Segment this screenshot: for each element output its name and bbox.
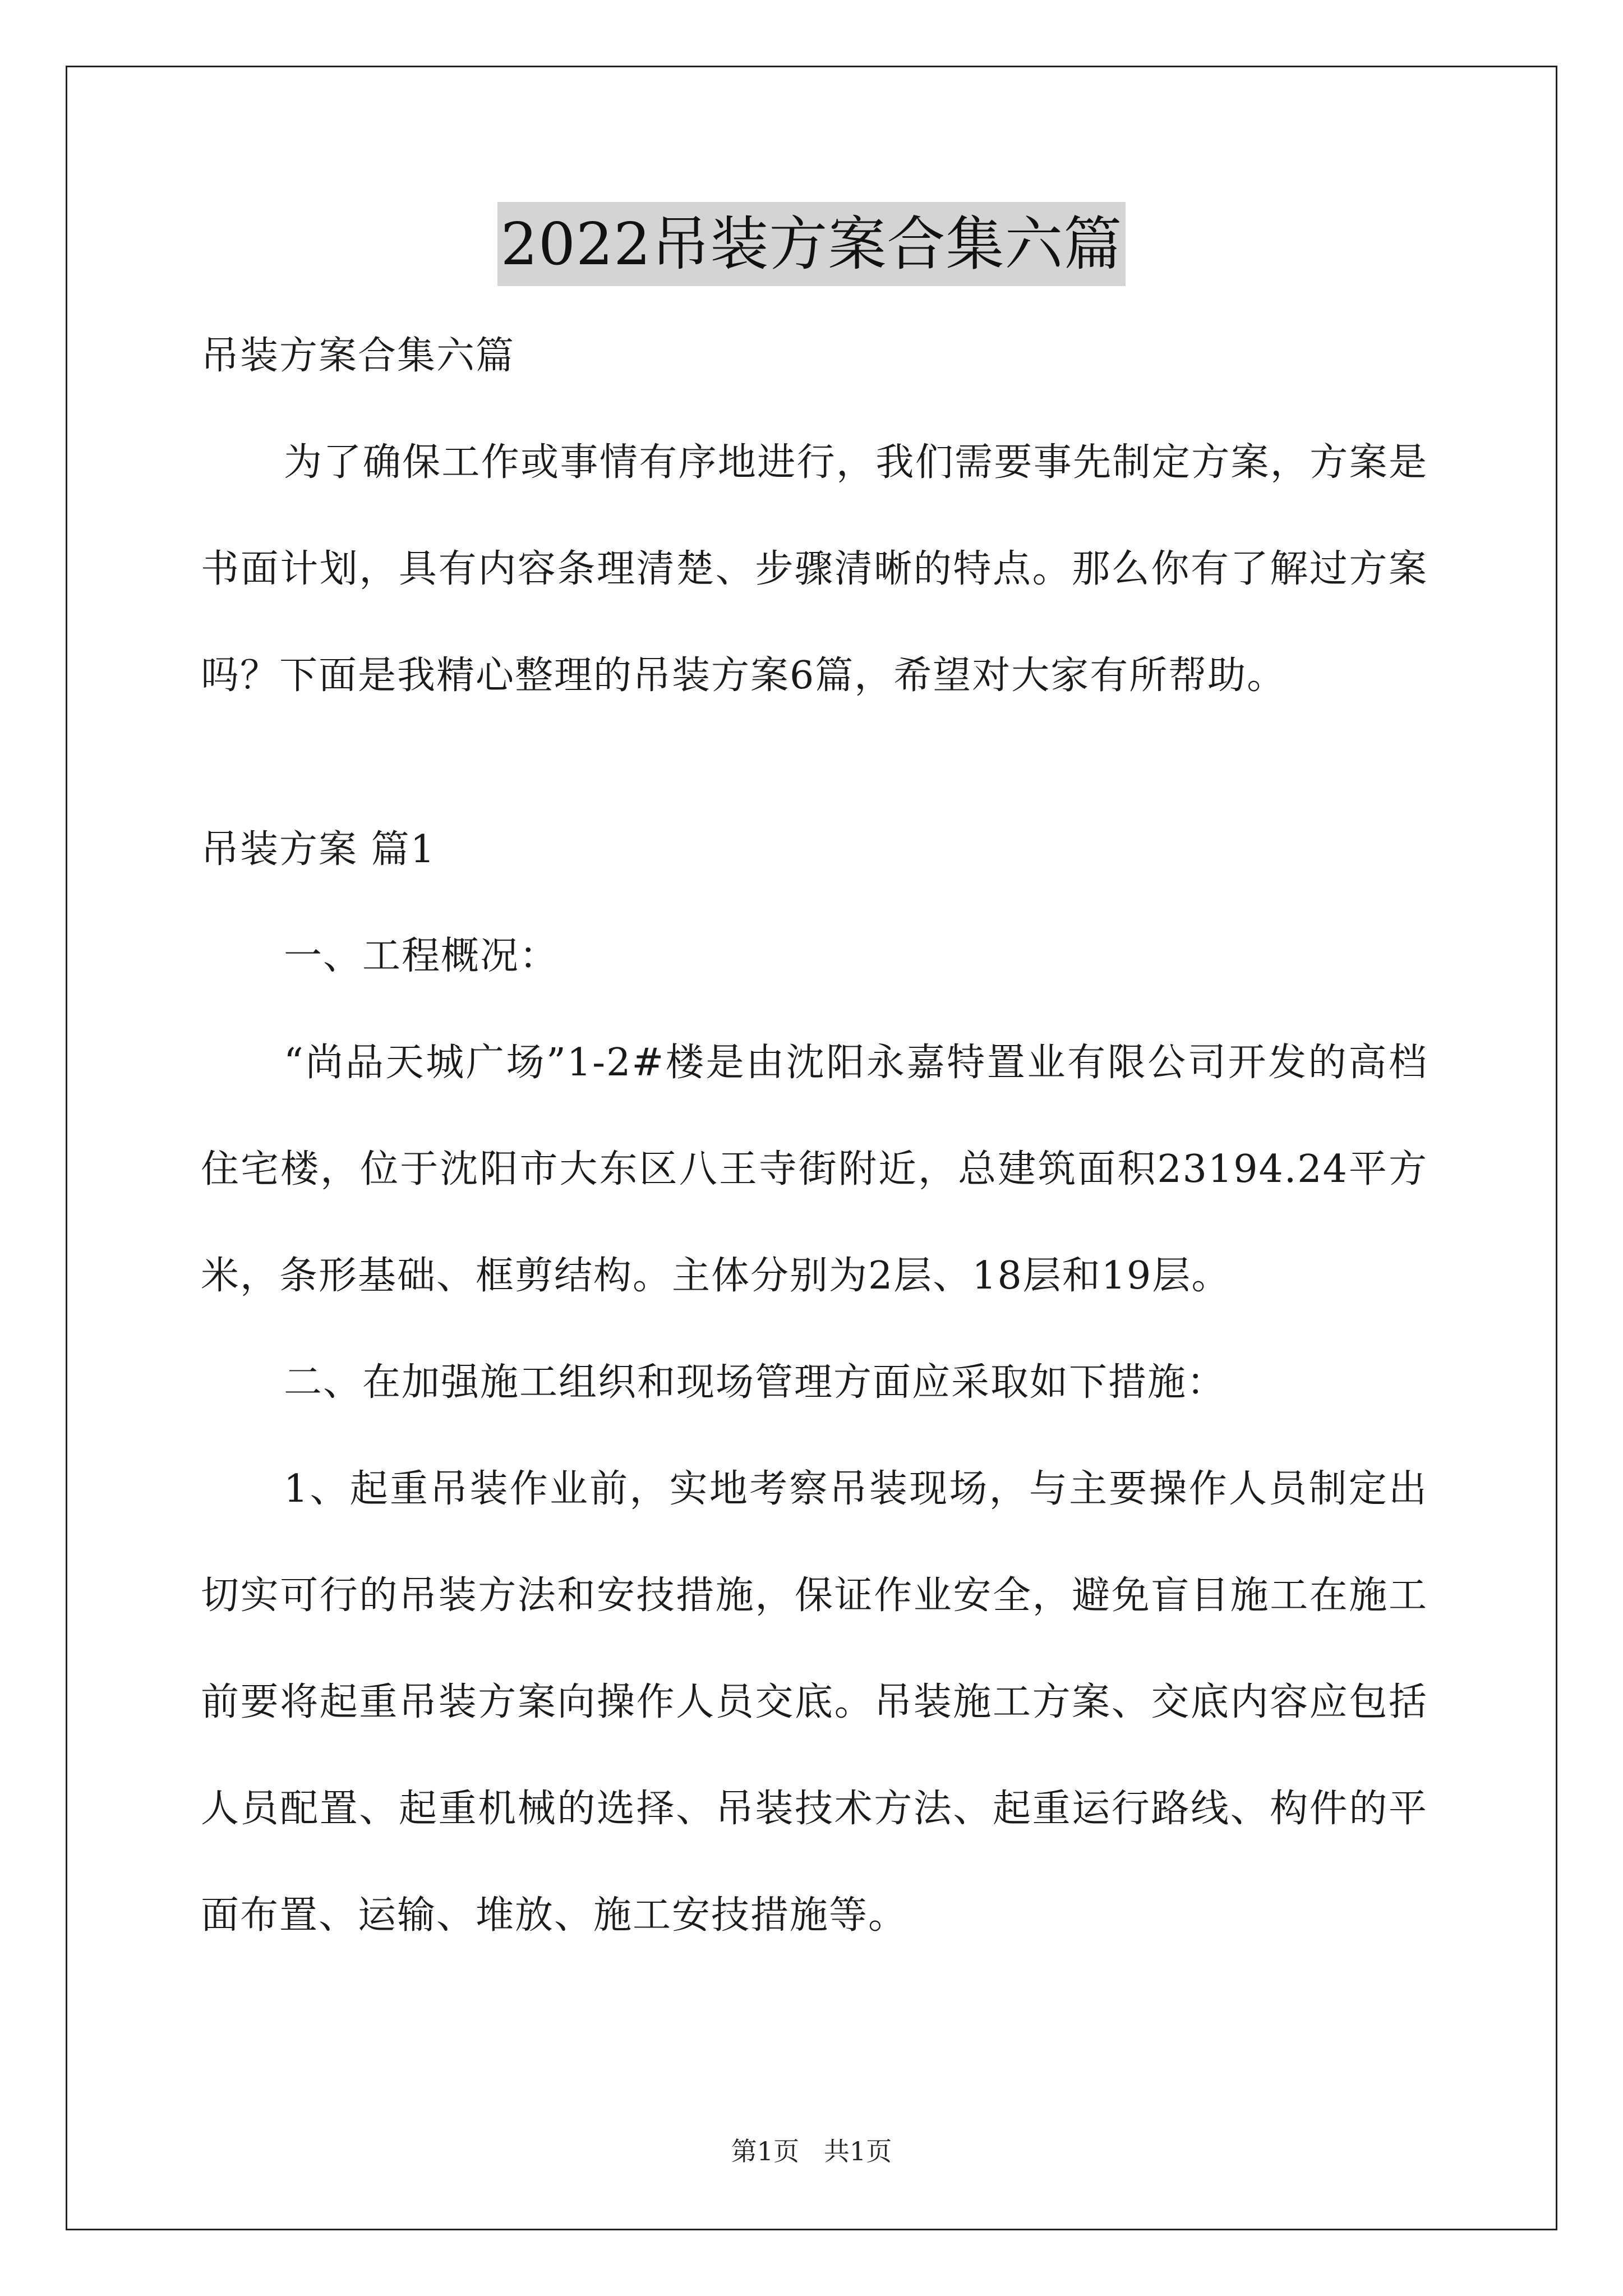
paragraph-measure-1: 1、起重吊装作业前，实地考察吊装现场，与主要操作人员制定出切实可行的吊装方法和安技措施，保证作业安全，避免盲目施工在施工前要将起重吊装方案向操作人员交底。吊装施工方案、交底内容应包括人员配置、起重机械的选择、吊装技术方法、起重运行路线、构件的平面布置、运输、堆放、施工安技措施等。 xyxy=(201,1467,1428,1938)
paragraph-measures-heading: 二、在加强施工组织和现场管理方面应采取如下措施： xyxy=(284,1360,1227,1405)
document-title: 2022吊装方案合集六篇 xyxy=(497,202,1126,286)
paragraph-overview: “尚品天城广场”1-2#楼是由沈阳永嘉特置业有限公司开发的高档住宅楼，位于沈阳市大东区八王寺街附近，总建筑面积23194.24平方米，条形基础、框剪结构。主体分别为2层、18层和19层。 xyxy=(201,1041,1428,1298)
title-container xyxy=(0,202,1623,286)
page-number: 第1页 共1页 xyxy=(731,2136,892,2166)
paragraph-overview-heading: 一、工程概况： xyxy=(284,934,559,978)
page-footer xyxy=(0,2134,1623,2168)
intro-paragraph: 为了确保工作或事情有序地进行，我们需要事先制定方案，方案是书面计划，具有内容条理清楚、步骤清晰的特点。那么你有了解过方案吗？下面是我精心整理的吊装方案6篇，希望对大家有所帮助。 xyxy=(201,440,1428,698)
section-gap xyxy=(201,729,1428,797)
document-body xyxy=(201,303,1428,1969)
section-heading: 吊装方案 篇1 xyxy=(201,827,436,872)
document-subtitle: 吊装方案合集六篇 xyxy=(201,334,515,378)
